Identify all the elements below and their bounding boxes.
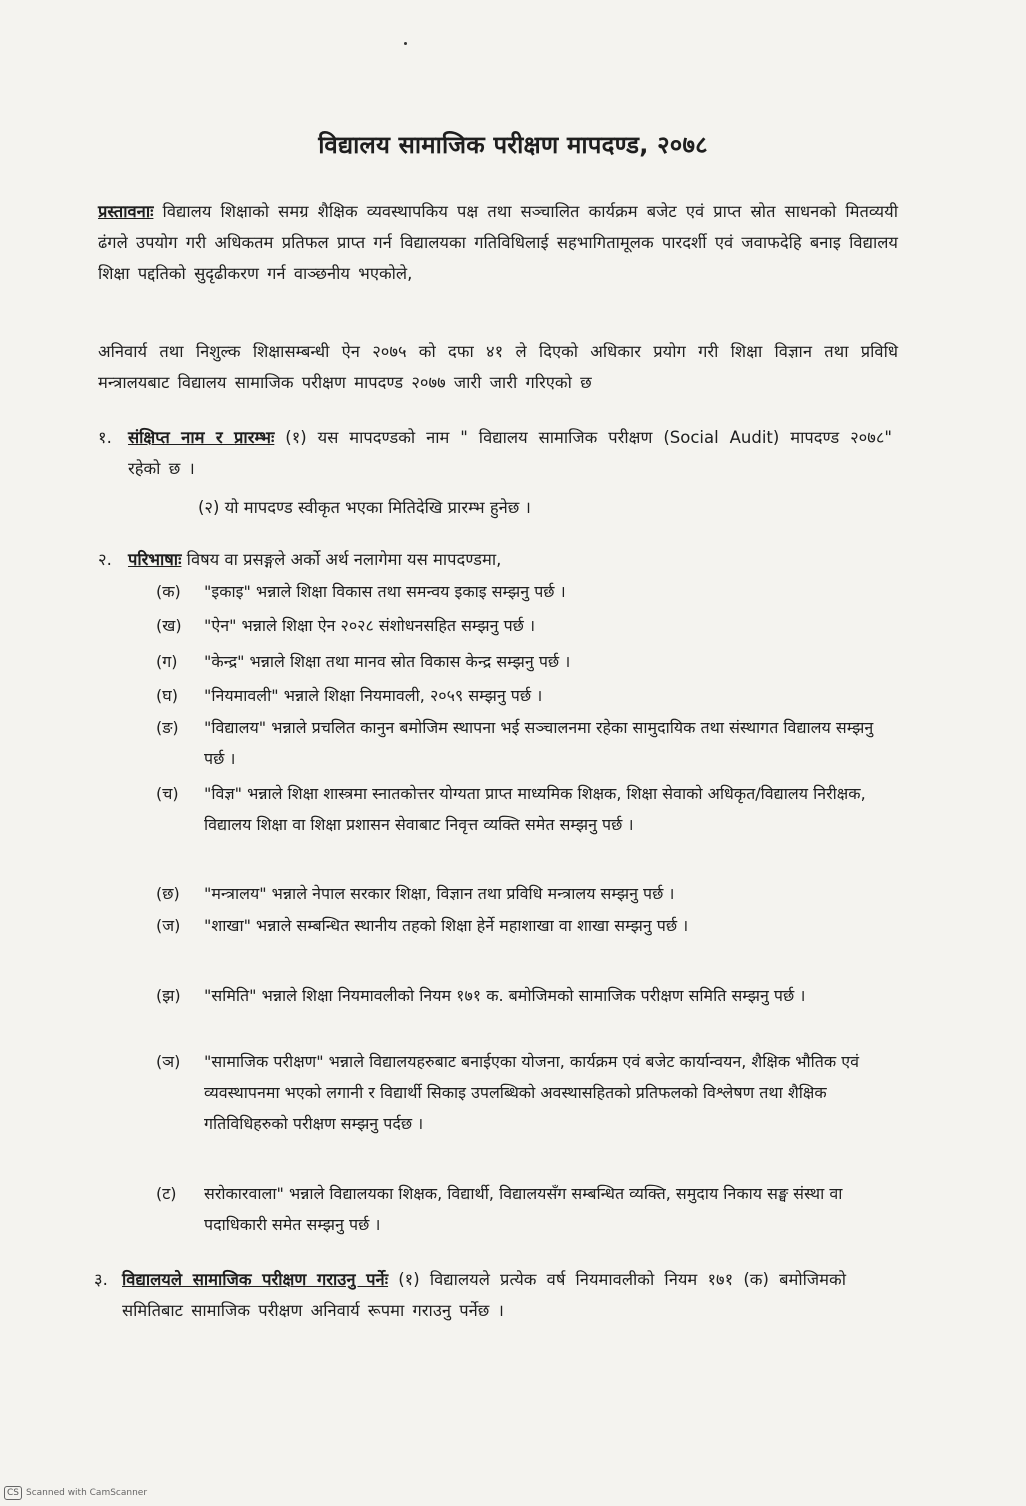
definition-text: "ऐन" भन्नाले शिक्षा ऐन २०२८ संशोधनसहित सम्झनु पर्छ ।: [204, 616, 536, 635]
definition-text: "नियमावली" भन्नाले शिक्षा नियमावली, २०५९ सम्झनु पर्छ ।: [204, 686, 543, 705]
preamble-label: प्रस्तावनाः: [98, 202, 154, 221]
definition-item: [156, 878, 886, 909]
definition-label: (ग): [156, 652, 178, 671]
definition-label: (ङ): [156, 718, 179, 737]
definition-label: (ट): [156, 1184, 177, 1203]
definition-item: [156, 610, 886, 641]
section-2-heading: परिभाषाः: [128, 550, 182, 569]
definition-label: (च): [156, 784, 179, 803]
definition-label: (क): [156, 582, 181, 601]
definition-item: [156, 1046, 886, 1170]
definition-text: "समिति" भन्नाले शिक्षा नियमावलीको नियम १७१ क. बमोजिमको सामाजिक परीक्षण समिति सम्झनु पर्छ ।: [204, 986, 806, 1005]
preamble-paragraph: [98, 196, 898, 289]
preamble-text: विद्यालय शिक्षाको समग्र शैक्षिक व्यवस्थापकिय पक्ष तथा सञ्चालित कार्यक्रम बजेट एवं प्राप्त स्रोत साधनको मितव्ययी ढंगले उपयोग गरी अधिकतम प्रतिफल प्राप्त गर्न विद्यालयका गतिविधिलाई सहभागितामूलक पारदर्शी एवं जवाफदेहि बनाइ विद्यालय शिक्षा पद्दतिको सुदृढीकरण गर्न वाञ्छनीय भएकोले,: [98, 202, 898, 283]
document-title: विद्यालय सामाजिक परीक्षण मापदण्ड, २०७८: [318, 131, 708, 159]
definition-text: "केन्द्र" भन्नाले शिक्षा तथा मानव स्रोत विकास केन्द्र सम्झनु पर्छ ।: [204, 652, 571, 671]
section-2-number: २.: [98, 550, 112, 569]
section-3-paragraph: [122, 1264, 846, 1326]
section-1-paragraph: [128, 422, 892, 484]
section-3-text: (१) विद्यालयले प्रत्येक वर्ष नियमावलीको नियम १७१ (क) बमोजिमको समितिबाट सामाजिक परीक्षण अनिवार्य रूपमा गराउनु पर्नेछ ।: [122, 1270, 846, 1320]
definition-text: "विज्ञ" भन्नाले शिक्षा शास्त्रमा स्नातकोत्तर योग्यता प्राप्त माध्यमिक शिक्षक, शिक्षा सेवाको अधिकृत/विद्यालय निरीक्षक, विद्यालय शिक्षा वा शिक्षा प्रशासन सेवाबाट निवृत्त व्यक्ति समेत सम्झनु पर्छ ।: [204, 784, 866, 834]
scanner-watermark: [4, 1486, 147, 1500]
definition-text: "शाखा" भन्नाले सम्बन्धित स्थानीय तहको शिक्षा हेर्ने महाशाखा वा शाखा सम्झनु पर्छ ।: [204, 916, 689, 935]
definition-text: "इकाइ" भन्नाले शिक्षा विकास तथा समन्वय इकाइ सम्झनु पर्छ ।: [204, 582, 566, 601]
definition-label: (घ): [156, 686, 178, 705]
definition-label: (ख): [156, 616, 182, 635]
section-1-clause-1: (१) यस मापदण्डको नाम " विद्यालय सामाजिक परीक्षण (Social Audit) मापदण्ड २०७८" रहेको छ ।: [128, 428, 892, 478]
preamble-paragraph-2: अनिवार्य तथा निशुल्क शिक्षासम्बन्धी ऐन २०७५ को दफा ४१ ले दिएको अधिकार प्रयोग गरी शिक्षा विज्ञान तथा प्रविधि मन्त्रालयबाट विद्यालय सामाजिक परीक्षण मापदण्ड २०७७ जारी जारी गरिएको छ: [98, 342, 898, 392]
section-1-heading: संक्षिप्त नाम र प्रारम्भः: [128, 428, 275, 447]
definition-text: सरोकारवाला" भन्नाले विद्यालयका शिक्षक, विद्यार्थी, विद्यालयसँग सम्बन्धित व्यक्ति, समुदाय निकाय सङ्घ संस्था वा पदाधिकारी समेत सम्झनु पर्छ ।: [204, 1184, 843, 1234]
definition-label: (ञ): [156, 1052, 181, 1071]
definition-item: [156, 576, 886, 607]
definition-item: [156, 680, 886, 711]
section-1-clause-2: (२) यो मापदण्ड स्वीकृत भएका मितिदेखि प्रारम्भ हुनेछ ।: [198, 498, 531, 517]
scan-speck: [404, 42, 407, 45]
definition-label: (छ): [156, 884, 180, 903]
section-3-number: ३.: [94, 1270, 108, 1289]
definition-item: [156, 778, 886, 871]
section-2-intro: [128, 544, 501, 575]
definition-item: [156, 910, 886, 972]
definition-item: [156, 712, 886, 774]
section-2-intro-text: विषय वा प्रसङ्गले अर्को अर्थ नलागेमा यस मापदण्डमा,: [181, 550, 502, 569]
section-3-heading: विद्यालयले सामाजिक परीक्षण गराउनु पर्नेः: [122, 1270, 389, 1289]
definition-label: (झ): [156, 986, 181, 1005]
definition-text: "विद्यालय" भन्नाले प्रचलित कानुन बमोजिम स्थापना भई सञ्चालनमा रहेका सामुदायिक तथा संस्थागत विद्यालय सम्झनु पर्छ ।: [204, 718, 874, 768]
definition-text: "सामाजिक परीक्षण" भन्नाले विद्यालयहरुबाट बनाईएका योजना, कार्यक्रम एवं बजेट कार्यान्वयन, शैक्षिक भौतिक एवं व्यवस्थापनमा भएको लगानी र विद्यार्थी सिकाइ उपलब्धिको अवस्थासहितको प्रतिफलको विश्लेषण तथा शैक्षिक गतिविधिहरुको परीक्षण सम्झनु पर्दछ ।: [204, 1052, 860, 1133]
section-1-number: १.: [98, 428, 112, 447]
definition-item: [156, 646, 886, 677]
definition-item: [156, 980, 886, 1042]
definition-item: [156, 1178, 886, 1240]
watermark-text: Scanned with CamScanner: [26, 1488, 148, 1498]
definition-text: "मन्त्रालय" भन्नाले नेपाल सरकार शिक्षा, विज्ञान तथा प्रविधि मन्त्रालय सम्झनु पर्छ ।: [204, 884, 675, 903]
definition-label: (ज): [156, 916, 181, 935]
camscanner-logo: CS: [4, 1486, 22, 1500]
